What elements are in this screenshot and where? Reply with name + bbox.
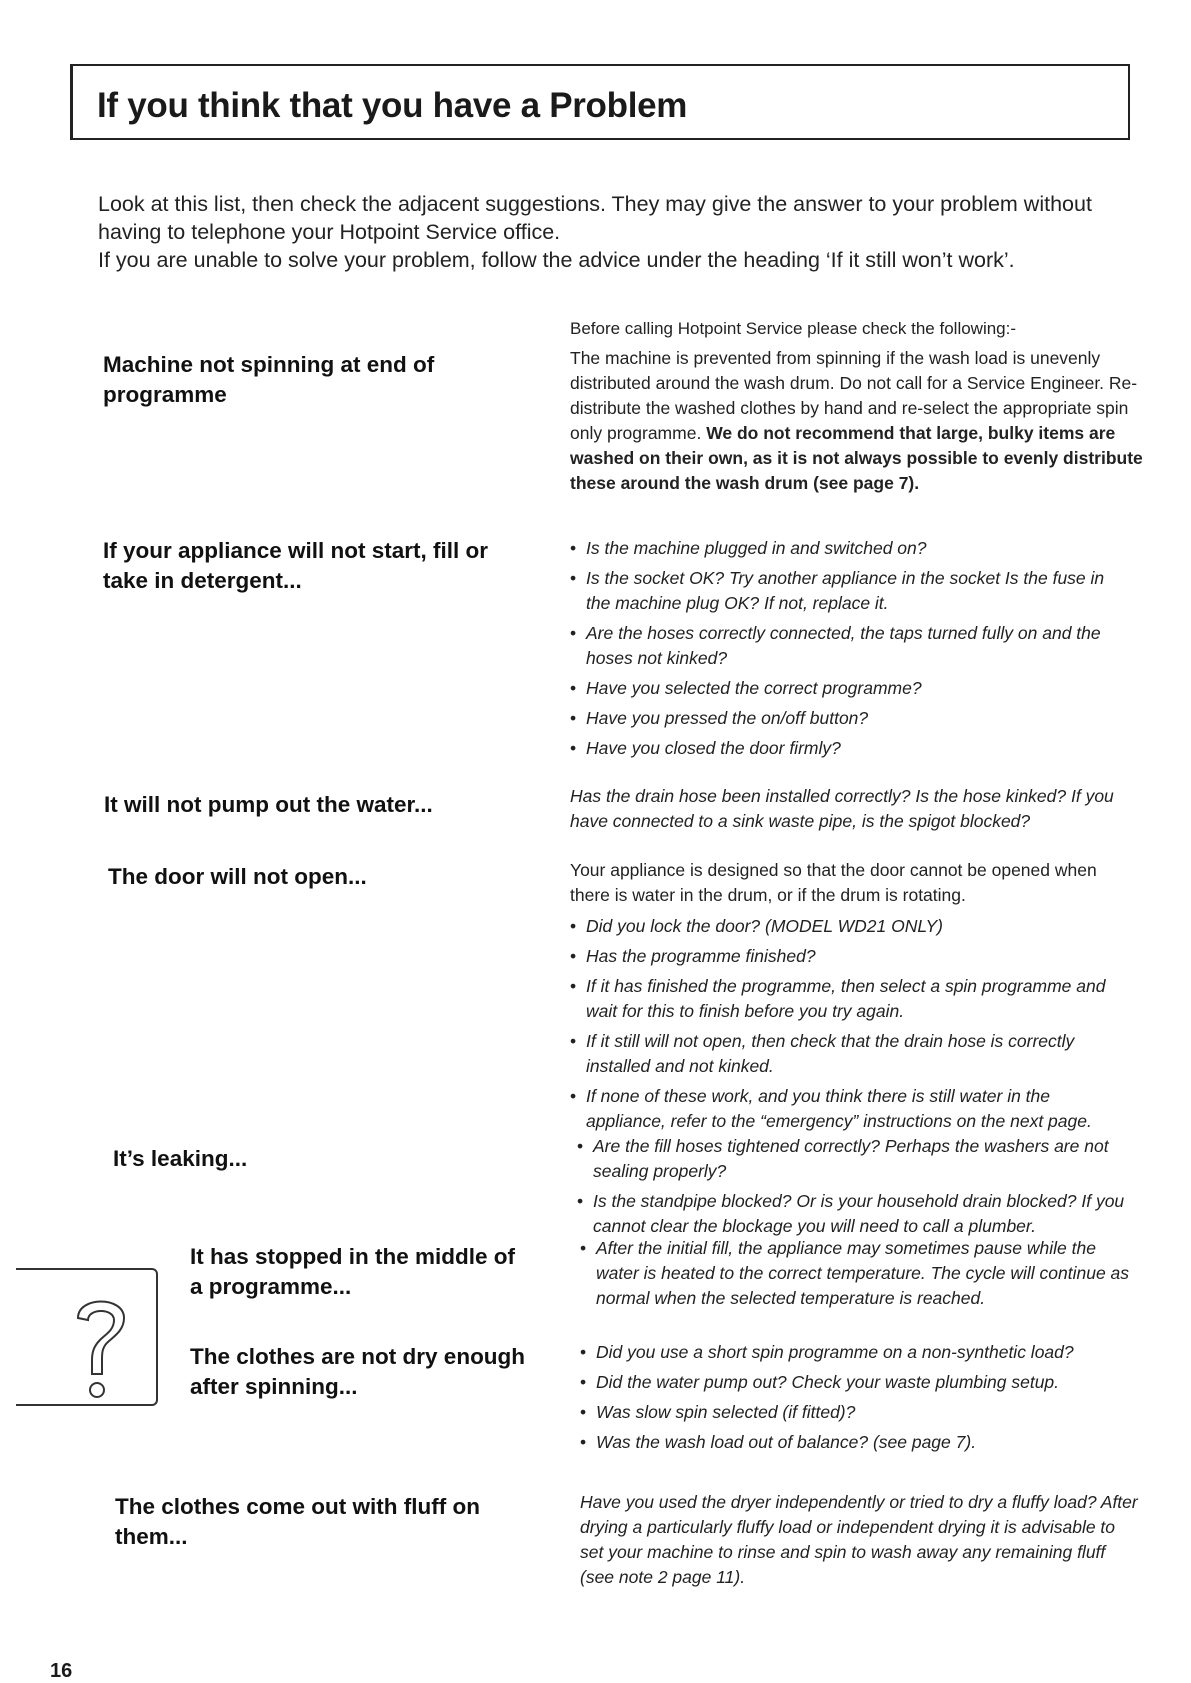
list-item: • Are the hoses correctly connected, the taps turned fully on and the hoses not kinked?: [570, 621, 1130, 671]
answer-fluff: Have you used the dryer independently or tried to dry a fluffy load? After drying a particularly fluffy load or independent drying it is advisable to set your machine to rinse and spin to wash away any remaining fluff (see note 2 page 11).: [580, 1492, 1138, 1587]
list-item: • Was slow spin selected (if fitted)?: [580, 1400, 1140, 1425]
answer-not-spinning-bold: We do not recommend that large, bulky items are washed on their own, as it is not always possible to evenly distribute these around the wash drum (see page 7).: [570, 423, 1143, 493]
heading-will-not-start: If your appliance will not start, fill or take in detergent...: [103, 538, 489, 593]
heading-door-not-open: The door will not open...: [108, 864, 367, 889]
list-item: • Have you pressed the on/off button?: [570, 706, 1130, 731]
intro: [98, 190, 1138, 274]
list-item: • Did the water pump out? Check your waste plumbing setup.: [580, 1370, 1140, 1395]
answer-will-not-start: [570, 536, 1130, 766]
answer-not-pump: Has the drain hose been installed correctly? Is the hose kinked? If you have connected to a sink waste pipe, is the spigot blocked?: [570, 786, 1114, 831]
heading-leaking: It’s leaking...: [113, 1146, 248, 1171]
answer-stopped-middle: [580, 1236, 1140, 1316]
list-item: • If it has finished the programme, then select a spin programme and wait for this to finish before you try again.: [570, 974, 1130, 1024]
intro-paragraph-2: If you are unable to solve your problem, follow the advice under the heading ‘If it still won’t work’.: [98, 248, 1015, 272]
question-box: [16, 1268, 158, 1406]
question-mark-icon: [56, 1282, 146, 1402]
answer-not-dry: [580, 1340, 1140, 1460]
answer-not-spinning: [570, 346, 1150, 496]
list-item: • Has the programme finished?: [570, 944, 1130, 969]
heading-not-spinning: Machine not spinning at end of programme: [103, 352, 435, 407]
answer-door-not-open: [570, 858, 1130, 1139]
list-item: • Is the socket OK? Try another appliance in the socket Is the fuse in the machine plug OK? If not, replace it.: [570, 566, 1130, 616]
answer-door-not-open-text: Your appliance is designed so that the door cannot be opened when there is water in the drum, or if the drum is rotating.: [570, 860, 1097, 905]
list-item: • Did you use a short spin programme on a non-synthetic load?: [580, 1340, 1140, 1365]
heading-not-dry: The clothes are not dry enough after spinning...: [190, 1344, 526, 1399]
list-item: • If none of these work, and you think there is still water in the appliance, refer to the “emergency” instructions on the next page.: [570, 1084, 1130, 1134]
list-item: • If it still will not open, then check that the drain hose is correctly installed and not kinked.: [570, 1029, 1130, 1079]
list-item: • After the initial fill, the appliance may sometimes pause while the water is heated to the correct temperature. The cycle will continue as normal when the selected temperature is reached.: [580, 1236, 1140, 1311]
title-box: [70, 64, 1130, 140]
heading-stopped-middle: It has stopped in the middle of a programme...: [190, 1244, 516, 1299]
list-item: • Have you selected the correct programme?: [570, 676, 1130, 701]
list-item: • Is the standpipe blocked? Or is your household drain blocked? If you cannot clear the blockage you will need to call a plumber.: [577, 1189, 1137, 1239]
answer-leaking: [577, 1134, 1137, 1244]
heading-not-pump: It will not pump out the water...: [104, 792, 433, 817]
list-item: • Have you closed the door firmly?: [570, 736, 1130, 761]
page-title: If you think that you have a Problem: [97, 86, 688, 125]
answer-not-spinning-text: The machine is prevented from spinning if the wash load is unevenly distributed around the wash drum. Do not call for a Service Engineer. Re-distribute the washed clothes by hand and re-select the appropriate spin only programme.: [570, 348, 1138, 443]
list-item: • Did you lock the door? (MODEL WD21 ONLY): [570, 914, 1130, 939]
list-item: • Is the machine plugged in and switched on?: [570, 536, 1130, 561]
page-number: 16: [50, 1660, 73, 1682]
list-item: • Was the wash load out of balance? (see page 7).: [580, 1430, 1140, 1455]
before-calling-note: Before calling Hotpoint Service please check the following:-: [570, 319, 1017, 338]
intro-paragraph-1: Look at this list, then check the adjacent suggestions. They may give the answer to your problem without having to telephone your Hotpoint Service office.: [98, 192, 1092, 244]
heading-fluff: The clothes come out with fluff on them...: [115, 1494, 480, 1549]
list-item: • Are the fill hoses tightened correctly? Perhaps the washers are not sealing properly?: [577, 1134, 1137, 1184]
